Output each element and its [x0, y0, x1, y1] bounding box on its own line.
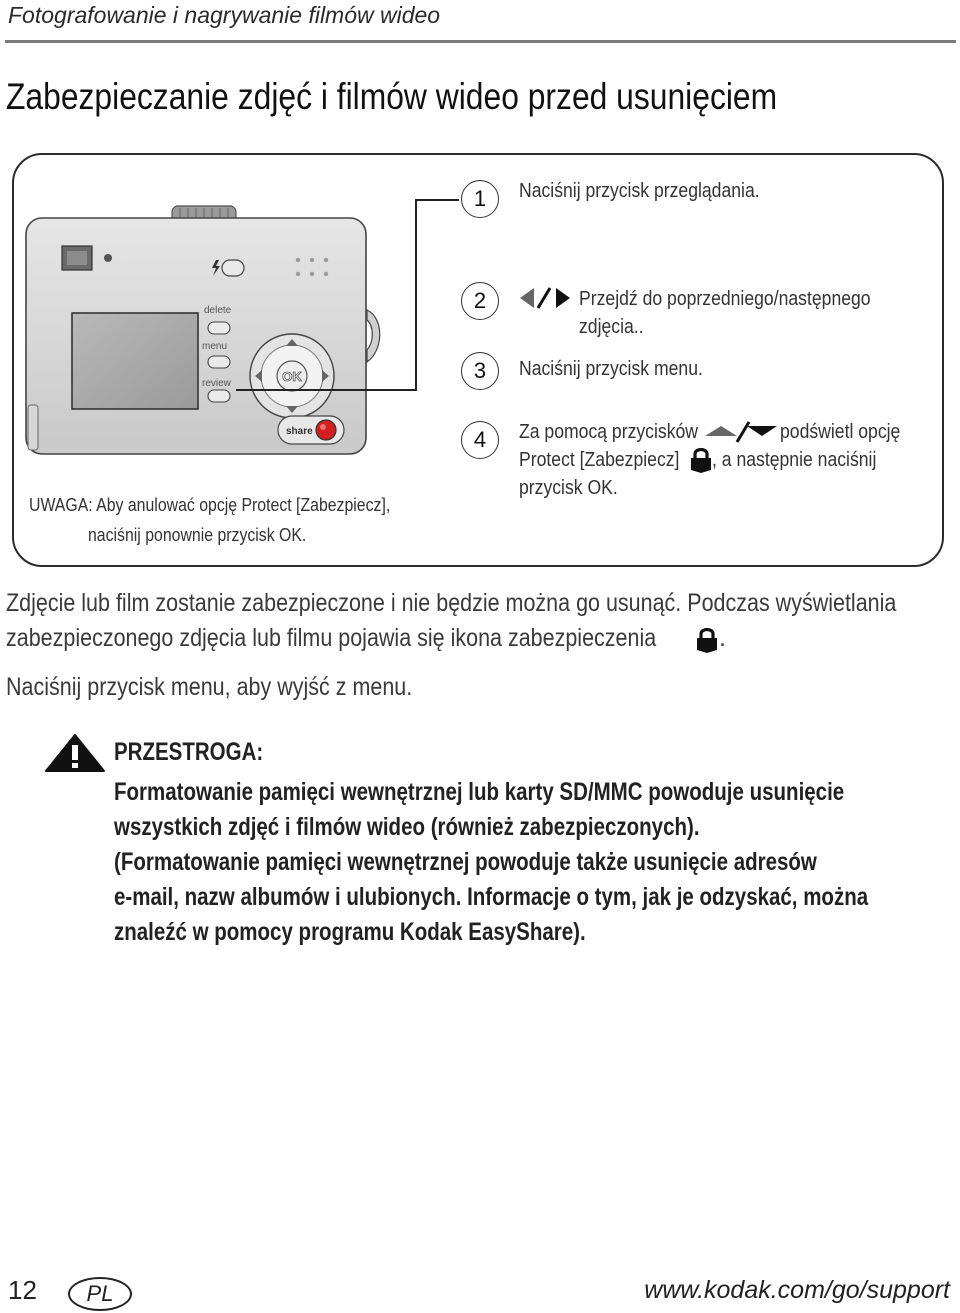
support-url[interactable]: www.kodak.com/go/support	[644, 1276, 950, 1304]
step-4-line2-end-text: , a następnie naciśnij	[712, 449, 877, 471]
delete-button[interactable]	[208, 322, 230, 334]
warning-line: Formatowanie pamięci wewnętrznej lub karty SD/MMC powoduje usunięcie	[114, 778, 845, 806]
warning-line: wszystkich zdjęć i filmów wideo (również zabezpieczonych).	[114, 813, 700, 841]
note-line-1: UWAGA: Aby anulować opcję Protect [Zabezpiecz],	[29, 495, 391, 515]
strap-lug	[367, 310, 380, 362]
up-down-arrows-icon	[703, 420, 777, 444]
connector-line	[415, 199, 459, 201]
body-para-1-line-1: Zdjęcie lub film zostanie zabezpieczone i nie będzie można go usunąć. Podczas wyświetlania	[6, 589, 897, 617]
flash-button[interactable]	[222, 260, 244, 276]
lock-icon	[696, 626, 718, 654]
section-title: Fotografowanie i nagrywanie filmów wideo	[8, 2, 441, 28]
share-button-light	[316, 420, 336, 440]
step-4-line2-text: Protect [Zabezpiecz]	[519, 449, 680, 471]
warning-triangle-icon	[44, 733, 106, 773]
warning-line: e-mail, nazw albumów i ulubionych. Informacje o tym, jak je odzyskać, można	[114, 883, 869, 911]
ok-label: OK	[282, 369, 302, 384]
menu-label: menu	[202, 341, 228, 352]
step-2-text: Przejdź do poprzedniego/następnego zdjęcia..	[579, 288, 871, 338]
header-rule	[5, 40, 956, 43]
note-line-2: naciśnij ponownie przycisk OK.	[88, 525, 307, 545]
step-4-number: 4	[461, 421, 499, 459]
step-1-text: Naciśnij przycisk przeglądania.	[519, 180, 760, 202]
delete-label: delete	[204, 305, 232, 316]
step-3-text: Naciśnij przycisk menu.	[519, 358, 703, 380]
step-4-line1-text: Za pomocą przycisków	[519, 421, 698, 443]
body-para-2: Naciśnij przycisk menu, aby wyjść z menu.	[6, 673, 413, 701]
step-4-line1-end-text: podświetl opcję	[780, 421, 901, 443]
body-para-1-line-2: zabezpieczonego zdjęcia lub filmu pojawia się ikona zabezpieczenia	[6, 624, 657, 652]
warning-line: znaleźć w pomocy programu Kodak EasyShare).	[114, 918, 586, 946]
body-para-1-period: .	[719, 624, 726, 652]
menu-button[interactable]	[208, 356, 230, 368]
review-button[interactable]	[208, 390, 230, 402]
step-3-number: 3	[461, 352, 499, 390]
lock-icon	[690, 446, 712, 474]
lcd-screen	[72, 313, 198, 409]
camera-illustration	[22, 200, 392, 460]
page-number: 12	[8, 1275, 37, 1305]
ready-light	[104, 254, 112, 262]
left-right-arrows-icon	[518, 286, 572, 310]
step-4-line3-text: przycisk OK.	[519, 477, 618, 499]
language-badge: PL	[68, 1277, 132, 1311]
review-label: review	[202, 378, 231, 389]
page-title: Zabezpieczanie zdjęć i filmów wideo przed usunięciem	[6, 76, 778, 117]
share-label: share	[286, 426, 313, 437]
connector-line	[415, 199, 417, 390]
warning-title: PRZESTROGA:	[114, 738, 264, 766]
step-1-number: 1	[461, 180, 499, 218]
step-2-number: 2	[461, 282, 499, 320]
warning-line: (Formatowanie pamięci wewnętrznej powoduje także usunięcie adresów	[114, 848, 817, 876]
connector-line	[236, 389, 417, 391]
